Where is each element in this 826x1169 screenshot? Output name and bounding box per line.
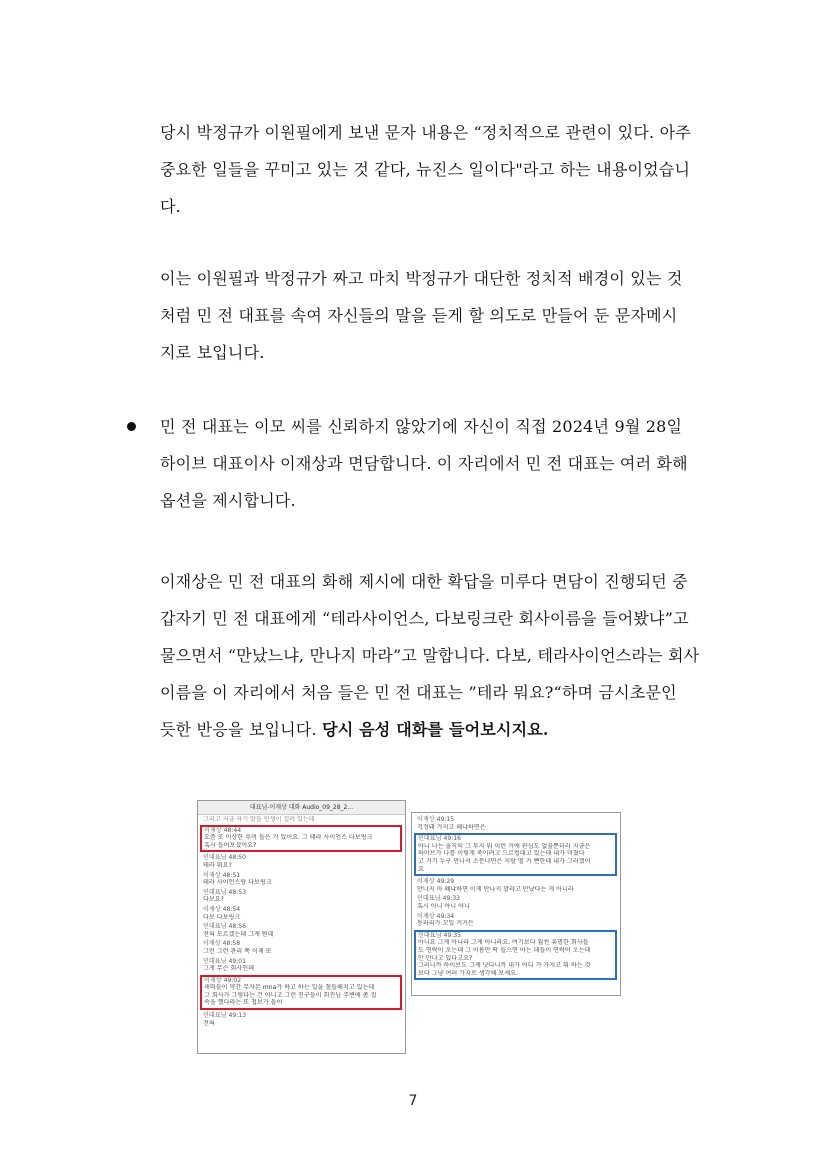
speaker-label: 민대표님 49:16 — [418, 835, 462, 843]
text-line: 지로 보입니다. — [160, 343, 265, 362]
paragraph-collusion — [160, 260, 728, 371]
transcript-line: 아니 나는 솔직히 그 투자 뭐 이런 거에 관심도 없을뿐더러 지금은 — [418, 842, 591, 850]
transcript-line: 다보 다보링크 — [203, 913, 241, 921]
transcript-line: 다보요? — [203, 896, 224, 904]
speaker-label: 이재상 49:29 — [417, 878, 455, 886]
speaker-label: 이재상 48:58 — [203, 940, 241, 948]
speaker-label: 이재상 48:51 — [203, 871, 241, 879]
speaker-label: 민대표님 48:50 — [203, 854, 247, 862]
highlight-box-blue — [414, 930, 617, 981]
transcript-entry — [417, 895, 617, 910]
bullet-icon — [127, 422, 136, 431]
transcript-line: 전혀 — [203, 1019, 215, 1027]
page-number: 7 — [408, 1093, 418, 1109]
highlight-box-red — [200, 825, 402, 853]
text-line-last — [160, 711, 728, 748]
speaker-label: 이재상 49:34 — [417, 912, 455, 920]
transcript-line: 테라 사이언스랑 다보링크 — [203, 879, 272, 887]
speaker-label: 민대표님 49:33 — [417, 895, 461, 903]
transcript-line: 속을 했다라는 또 첩보가 들어 — [204, 999, 283, 1007]
text-line: 이는 이원필과 박정규가 짜고 마치 박정규가 대단한 정치적 배경이 있는 것 — [160, 269, 683, 288]
transcript-cut-line: 그리고 지금 자기 말들 인생이 걸려 있는데 — [203, 816, 315, 823]
speaker-label: 민대표님 49:13 — [203, 1012, 247, 1020]
text-line: 당시 박정규가 이원필에게 보낸 문자 내용은 “정치적으로 관련이 있다. 아주 — [160, 123, 691, 142]
transcript-entry — [203, 940, 402, 955]
text-line: 이름을 이 자리에서 처음 들은 민 전 대표는 ”테라 뭐요?“하며 금시초문인 — [160, 683, 677, 702]
transcript-line: 요즘 또 이상한 루머 들은 거 있어요. 그 테라 사이언스 다보링크 — [204, 834, 373, 842]
speaker-label: 민대표님 49:01 — [203, 957, 247, 965]
transcript-line: 그러니까 하이브도 그게 낫다니까 내가 어디 가 가지고 뭐 하는 것 — [418, 962, 591, 970]
text-line: 하이브 대표이사 이재상과 면담합니다. 이 자리에서 민 전 대표는 여러 화해 — [160, 454, 688, 473]
text-line: 처럼 민 전 대표를 속여 자신들의 말을 듣게 할 의도로 만들어 둔 문자메시 — [160, 306, 678, 325]
transcript-line: 요 — [418, 865, 424, 873]
transcript-entry — [203, 906, 402, 921]
transcript-entry — [203, 958, 402, 973]
speaker-label: 민대표님 49:35 — [418, 931, 462, 939]
transcript-line: 하이브가 나를 이렇게 죽이려고 드르렁대고 있는데 내가 미쳤다 — [418, 850, 585, 858]
transcript-line: 테라 뭐요? — [203, 861, 232, 869]
text-line: 민 전 대표는 이모 씨를 신뢰하지 않았기에 자신이 직접 2024년 9월 28일 — [160, 417, 683, 436]
text-bold-emphasis: 당시 음성 대화를 들어보시지요. — [322, 720, 549, 739]
transcript-line: 만나지 마 왜냐하면 이게 만나지 말라고 만났다는 게 아니라 — [417, 885, 574, 893]
transcript-line: 도 연락이 오는데 그 이름만 딱 들으면 아는 데들이 연락이 오는데 — [418, 946, 591, 954]
transcript-line: 걱정돼 가지고 왜냐하면은 — [417, 823, 486, 831]
transcript-line: 그런 그런 관리 쪽 이제 또 — [203, 947, 272, 955]
speaker-label: 이재상 49:15 — [417, 816, 455, 823]
transcript-screenshot-right — [411, 812, 621, 996]
text-line: 옵션을 제시합니다. — [160, 491, 296, 510]
transcript-line: 세력들이 약간 무자본 mna가 하고 하는 일을 철들해지고 있는데 — [204, 984, 375, 992]
text-line: 중요한 일들을 꾸미고 있는 것 같다, 뉴진스 일이다"라고 하는 내용이었습니 — [160, 160, 691, 179]
speaker-label: 이재상 48:54 — [203, 905, 241, 913]
transcript-line: 혹시 아니 아니 아니 — [417, 902, 470, 910]
highlight-box-red — [200, 975, 402, 1010]
transcript-title: 대표님-이재상 대화 Audio_09_28_2... — [198, 801, 405, 815]
paragraph-sms-content — [160, 114, 728, 225]
text-line: 다. — [160, 197, 181, 216]
transcript-entry — [417, 878, 617, 893]
transcript-entry — [417, 816, 617, 831]
transcript-line: 고 거기 누구 만나서 소문나면은 지랄 떨 거 뻔한데 내가 그러겠어 — [418, 857, 591, 865]
transcript-line: 그게 무슨 회사인데 — [203, 965, 254, 973]
transcript-entry — [203, 1012, 402, 1027]
transcript-line: 동파리가 꼬일 거거든 — [417, 920, 474, 928]
transcript-line: 그 회사가 그렇다는 건 아니고 그런 친구들이 회진님 주변에 좀 접 — [204, 991, 377, 999]
transcript-line: 아니요 그게 아니라 그게 아니라요. 여기보다 훨씬 유명한 회사들 — [418, 939, 589, 947]
transcript-entry — [203, 923, 402, 938]
text-plain: 듯한 반응을 보입니다. — [160, 720, 323, 739]
speaker-label: 민대표님 48:53 — [203, 888, 247, 896]
transcript-line: 전혀 모르겠는데 그게 뭔데 — [203, 930, 274, 938]
transcript-screenshot-left — [197, 800, 406, 1054]
transcript-line: 안 만나고 있다고요? — [418, 954, 473, 962]
transcript-entry — [203, 889, 402, 904]
transcript-line: 보다 그냥 여러 가지로 생각해 보세요. — [418, 969, 518, 977]
transcript-entry — [203, 854, 402, 869]
text-line: 이재상은 민 전 대표의 화해 제시에 대한 확답을 미루다 면담이 진행되던 중 — [160, 572, 688, 591]
transcript-line: 혹시 들어보셨어요? — [204, 841, 257, 849]
paragraph-conversation — [160, 563, 728, 748]
transcript-entry — [417, 913, 617, 928]
speaker-label: 이재상 49:02 — [204, 976, 242, 984]
transcript-entry — [203, 872, 402, 887]
paragraph-meeting — [160, 408, 728, 519]
text-line: 갑자기 민 전 대표에게 “테라사이언스, 다보링크란 회사이름을 들어봤냐”고 — [160, 609, 689, 628]
speaker-label: 민대표님 48:56 — [203, 923, 247, 931]
text-line: 물으면서 “만났느냐, 만나지 마라”고 말합니다. 다보, 테라사이언스라는 회사 — [160, 646, 700, 665]
speaker-label: 이재상 48:44 — [204, 826, 242, 834]
highlight-box-blue — [414, 833, 617, 876]
